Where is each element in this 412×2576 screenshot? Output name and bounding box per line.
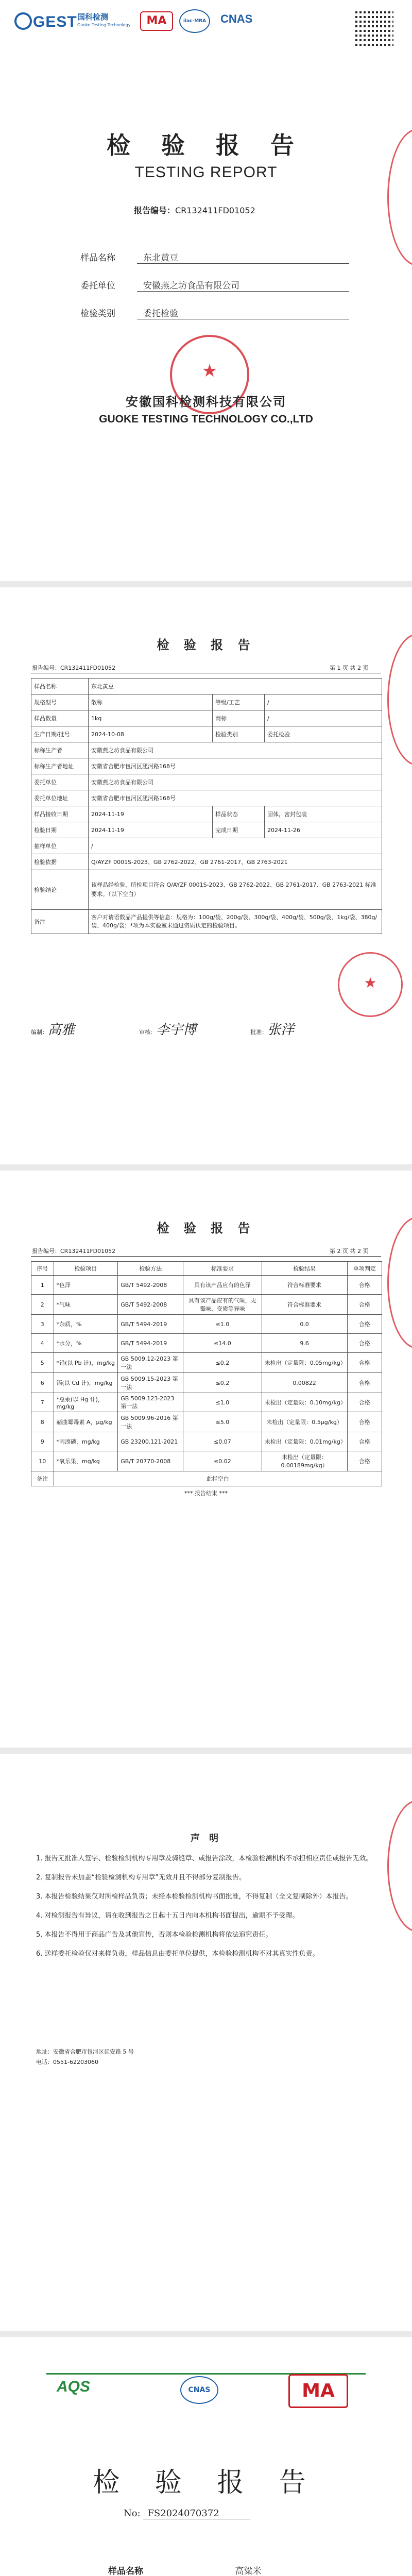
page-number: 第 2 页 共 2 页 <box>330 1248 369 1255</box>
statement-title: 声 明 <box>190 1833 222 1844</box>
remark-row: 备注 客户对请语数品产品提供等信息：规格为：100g/袋、200g/袋、300g/袋、400g/袋、500g/袋、1kg/袋、380g/袋、400g/袋；*项为本实验室未通过资质认定的检验项目。 <box>31 910 382 934</box>
results-header-cell: 标准要求 <box>183 1262 262 1276</box>
cma-badge: MA <box>140 11 173 31</box>
statement-item: 1. 报告无批准人签字、检验检测机构专用章及骑缝章、或报告涂改，本检验检测机构不承担相应责任或报告无效。 <box>36 1855 373 1862</box>
report-number: 报告编号：CR132411FD01052 <box>32 665 116 671</box>
report-title: 检 验 报 告 <box>93 2467 319 2498</box>
info-row <box>31 838 382 854</box>
info-row <box>31 822 382 838</box>
results-cell: GB 5009.96-2016 第一法 <box>118 1412 183 1432</box>
info-value: / <box>265 710 382 726</box>
info-label: 检验日期 <box>31 822 89 838</box>
side-seal-icon <box>387 1217 412 1349</box>
info-row <box>31 806 382 822</box>
report-number: 报告编号：CR132411FD01052 <box>32 1248 116 1255</box>
report-cover-page <box>0 0 412 581</box>
conclusion-row: 检验结论 该样品经检验，所检项目符合 Q/AYZF 0001S-2023、GB 2762-2022、GB 2761-2017、GB 2763-2021 标准要求。（以下空白） <box>31 870 382 910</box>
signature-row: 编制：高雅 审核：李宇博 批准：张洋 <box>31 1022 295 1038</box>
results-cell: 合格 <box>347 1353 382 1373</box>
report-number: 报告编号：CR132411FD01052 <box>134 206 255 215</box>
results-cell: 0.0 <box>262 1315 347 1334</box>
org-name-cn: 安徽国科检测科技有限公司 <box>126 395 286 409</box>
results-cell: 4 <box>31 1334 54 1353</box>
table-row <box>31 1334 382 1353</box>
report-info-page <box>0 587 412 1164</box>
info-row <box>31 790 382 806</box>
info-label: 生产日期/批号 <box>31 726 89 742</box>
side-seal-icon <box>387 1800 412 1932</box>
results-cell: 合格 <box>347 1295 382 1315</box>
results-cell: GB 5009.15-2023 第一法 <box>118 1373 183 1393</box>
report-title-cn: 检 验 报 告 <box>106 131 306 159</box>
aqs-logo: AQS <box>57 2378 91 2395</box>
results-cell: ≤1.0 <box>183 1315 262 1334</box>
results-cell: *气味 <box>54 1295 118 1315</box>
results-cell: 合格 <box>347 1334 382 1353</box>
info-label: 委托单位地址 <box>31 790 89 806</box>
results-cell: GB/T 5492-2008 <box>118 1295 183 1315</box>
results-header-cell: 单项判定 <box>347 1262 382 1276</box>
info-row <box>31 694 382 710</box>
results-cell: 6 <box>31 1373 54 1393</box>
report-end-marker: *** 报告结束 *** <box>184 1490 228 1497</box>
info-row <box>31 742 382 758</box>
logo-cn-text: 国科检测 <box>77 12 109 22</box>
info-value: 安徽燕之坊食品有限公司 <box>89 742 382 758</box>
cnas-logo: CNAS <box>180 2376 218 2404</box>
info-value: 2024-11-26 <box>265 822 382 838</box>
statement-item: 6. 送样委托检验仅对来样负责，样品信息由委托单位提供，本检验检测机构不对其真实性负责。 <box>36 1950 319 1958</box>
statement-item: 5. 本报告不得用于商品广告及其他宣传，否则本检验检测机构将依法追究责任。 <box>36 1931 272 1939</box>
info-row <box>31 726 382 742</box>
results-cell: *总汞(以 Hg 计)，mg/kg <box>54 1393 118 1412</box>
results-cell: *铅(以 Pb 计)，mg/kg <box>54 1353 118 1373</box>
results-cell: 7 <box>31 1393 54 1412</box>
results-cell: GB 23200.121-2021 <box>118 1432 183 1451</box>
approver-signature: 张洋 <box>267 1022 295 1038</box>
results-header-cell: 检验项目 <box>54 1262 118 1276</box>
report-title: 检 验 报 告 <box>157 638 255 652</box>
results-cell: 合格 <box>347 1276 382 1295</box>
statement-page <box>0 1754 412 2331</box>
results-cell: GB 5009.12-2023 第一法 <box>118 1353 183 1373</box>
results-cell: GB/T 5492-2008 <box>118 1276 183 1295</box>
qr-code-icon <box>355 10 393 48</box>
results-cell: ≤0.02 <box>183 1451 262 1471</box>
info-row <box>31 758 382 774</box>
info-value: / <box>265 694 382 710</box>
results-cell: ≤0.2 <box>183 1373 262 1393</box>
info-label: 规格型号 <box>31 694 89 710</box>
results-cell: 符合标准要求 <box>262 1295 347 1315</box>
table-row <box>31 1295 382 1315</box>
results-cell: *杂质，% <box>54 1315 118 1334</box>
info-row <box>31 854 382 870</box>
side-seal-icon <box>387 634 412 766</box>
info-value: 安徽省合肥市包河区淝河路168号 <box>89 790 382 806</box>
results-cell: GB/T 5494-2019 <box>118 1315 183 1334</box>
info-value: Q/AYZF 0001S-2023、GB 2762-2022、GB 2761-2017、GB 2763-2021 <box>89 854 382 870</box>
results-cell: 合格 <box>347 1315 382 1334</box>
info-label: 标称生产者地址 <box>31 758 89 774</box>
cma-logo: MA <box>288 2374 348 2408</box>
blank-row: 备注 此栏空白 <box>31 1471 382 1486</box>
results-cell: 未检出（定量限：0.00189mg/kg） <box>262 1451 347 1471</box>
results-cell: 5 <box>31 1353 54 1373</box>
statement-item: 3. 本报告检验结果仅对所检样品负责；未经本检验检测机构书面批准，不得复制（全文复制除外）本报告。 <box>36 1893 353 1901</box>
report-title-en: TESTING REPORT <box>134 164 278 181</box>
logo-sub-text: Guoke Testing Technology <box>77 23 131 27</box>
info-value: / <box>89 838 382 854</box>
compiler-signature: 高雅 <box>48 1022 75 1038</box>
contact-phone: 电话：0551-62203060 <box>36 2059 98 2065</box>
results-cell: 具有该产品应有的气味，无霉味、变质等异味 <box>183 1295 262 1315</box>
results-cell: 8 <box>31 1412 54 1432</box>
second-report-cover-page <box>0 2337 412 2576</box>
info-value: 2024-11-19 <box>89 806 213 822</box>
results-header-cell: 序号 <box>31 1262 54 1276</box>
statement-item: 4. 对检测报告有异议，请在收到报告之日起十五日内向本机构书面提出，逾期不予受理。 <box>36 1912 299 1920</box>
info-label: 抽样单位 <box>31 838 89 854</box>
header-divider <box>31 1256 381 1257</box>
results-cell: ≤1.0 <box>183 1393 262 1412</box>
ilac-badge: ilac-MRA <box>179 9 210 33</box>
info-value: 2024-11-19 <box>89 822 213 838</box>
report-number: No: FS2024070372 <box>124 2508 250 2519</box>
test-results-page <box>0 1171 412 1748</box>
info-label: 商标 <box>213 710 265 726</box>
results-cell: 赭曲霉毒素 A，μg/kg <box>54 1412 118 1432</box>
results-cell: 符合标准要求 <box>262 1276 347 1295</box>
sample-info-table <box>31 678 382 934</box>
results-cell: 未检出（定量限：0.05mg/kg） <box>262 1353 347 1373</box>
statement-list <box>36 1852 376 1966</box>
results-cell: ≤14.0 <box>183 1334 262 1353</box>
info-value: 散称 <box>89 694 213 710</box>
report-title: 检 验 报 告 <box>157 1221 255 1235</box>
table-row <box>31 1315 382 1334</box>
info-row <box>31 774 382 790</box>
info-label: 样品数量 <box>31 710 89 726</box>
results-cell: ≤0.07 <box>183 1432 262 1451</box>
info-row <box>31 710 382 726</box>
info-value: 1kg <box>89 710 213 726</box>
info-value: 安徽燕之坊食品有限公司 <box>89 774 382 790</box>
results-header-cell: 检验结果 <box>262 1262 347 1276</box>
statement-item: 2. 复制报告未加盖“检验检测机构专用章”无效并且不得部分复制报告。 <box>36 1874 246 1882</box>
conclusion-text: 该样品经检验，所检项目符合 Q/AYZF 0001S-2023、GB 2762-2022、GB 2761-2017、GB 2763-2021 标准要求。（以下空白） <box>89 870 382 910</box>
results-header-cell: 检验方法 <box>118 1262 183 1276</box>
info-value: 2024-10-08 <box>89 726 213 742</box>
field-sample-name: 样品名称 东北黄豆 <box>80 250 349 264</box>
gest-logo: GEST <box>14 13 77 31</box>
info-label: 样品名称 <box>31 679 89 694</box>
results-cell: 合格 <box>347 1373 382 1393</box>
info-label: 委托单位 <box>31 774 89 790</box>
results-cell: 未检出（定量限：0.5μg/kg） <box>262 1412 347 1432</box>
table-row <box>31 1432 382 1451</box>
results-cell: 2 <box>31 1295 54 1315</box>
official-seal-icon: ★ <box>170 335 249 414</box>
results-cell: 合格 <box>347 1412 382 1432</box>
results-cell: ≤5.0 <box>183 1412 262 1432</box>
info-label: 检验类别 <box>213 726 265 742</box>
results-cell: *水分，% <box>54 1334 118 1353</box>
info-value: 委托检验 <box>265 726 382 742</box>
table-row <box>31 1373 382 1393</box>
results-cell: GB 5009.123-2023 第一法 <box>118 1393 183 1412</box>
info-value: 安徽省合肥市包河区淝河路168号 <box>89 758 382 774</box>
results-cell: 镉(以 Cd 计)，mg/kg <box>54 1373 118 1393</box>
results-cell: 9.6 <box>262 1334 347 1353</box>
results-cell: *氧乐果，mg/kg <box>54 1451 118 1471</box>
results-cell: 未检出（定量限：0.10mg/kg） <box>262 1393 347 1412</box>
results-header-row <box>31 1262 382 1276</box>
page-number: 第 1 页 共 2 页 <box>330 665 369 671</box>
table-row <box>31 1353 382 1373</box>
results-cell: 合格 <box>347 1432 382 1451</box>
results-cell: 3 <box>31 1315 54 1334</box>
reviewer-signature: 李宇博 <box>156 1022 197 1038</box>
cnas-badge: CNAS <box>220 12 253 25</box>
org-name-en: GUOKE TESTING TECHNOLOGY CO.,LTD <box>99 413 313 425</box>
table-row <box>31 1412 382 1432</box>
table-row <box>31 1276 382 1295</box>
contact-address: 地址：安徽省合肥市包河区延安路 5 号 <box>36 2048 134 2055</box>
results-cell: 10 <box>31 1451 54 1471</box>
info-label: 等级/工艺 <box>213 694 265 710</box>
info-label: 样品接收日期 <box>31 806 89 822</box>
info-label: 完成日期 <box>213 822 265 838</box>
inspection-seal-icon: ★ <box>338 952 403 1017</box>
results-cell: 9 <box>31 1432 54 1451</box>
results-cell: *丙溴磷，mg/kg <box>54 1432 118 1451</box>
results-cell: 合格 <box>347 1393 382 1412</box>
results-cell: 具有该产品应有的色泽 <box>183 1276 262 1295</box>
table-row <box>31 1451 382 1471</box>
results-cell: 1 <box>31 1276 54 1295</box>
results-cell: *色泽 <box>54 1276 118 1295</box>
results-cell: 0.00822 <box>262 1373 347 1393</box>
field-test-type: 检验类别 委托检验 <box>80 306 349 319</box>
table-row <box>31 1393 382 1412</box>
logo-ring-icon <box>14 12 32 30</box>
field-sample-name: 样品名称 高粱米 <box>108 2564 325 2576</box>
remark-text: 客户对请语数品产品提供等信息：规格为：100g/袋、200g/袋、300g/袋、400g/袋、500g/袋、1kg/袋、380g/袋、400g/袋；*项为本实验室未通过资质认定的检验项目。 <box>89 910 382 934</box>
info-value: 固体，密封包装 <box>265 806 382 822</box>
results-cell: GB/T 20770-2008 <box>118 1451 183 1471</box>
info-label: 检验依据 <box>31 854 89 870</box>
info-label: 样品状态 <box>213 806 265 822</box>
info-row <box>31 679 382 694</box>
field-client: 委托单位 安徽燕之坊食品有限公司 <box>80 278 349 292</box>
info-label: 标称生产者 <box>31 742 89 758</box>
results-table <box>31 1261 382 1486</box>
info-value: 东北黄豆 <box>89 679 382 694</box>
results-cell: 合格 <box>347 1451 382 1471</box>
results-cell: 未检出（定量限：0.01mg/kg） <box>262 1432 347 1451</box>
results-cell: GB/T 5494-2019 <box>118 1334 183 1353</box>
results-cell: ≤0.2 <box>183 1353 262 1373</box>
